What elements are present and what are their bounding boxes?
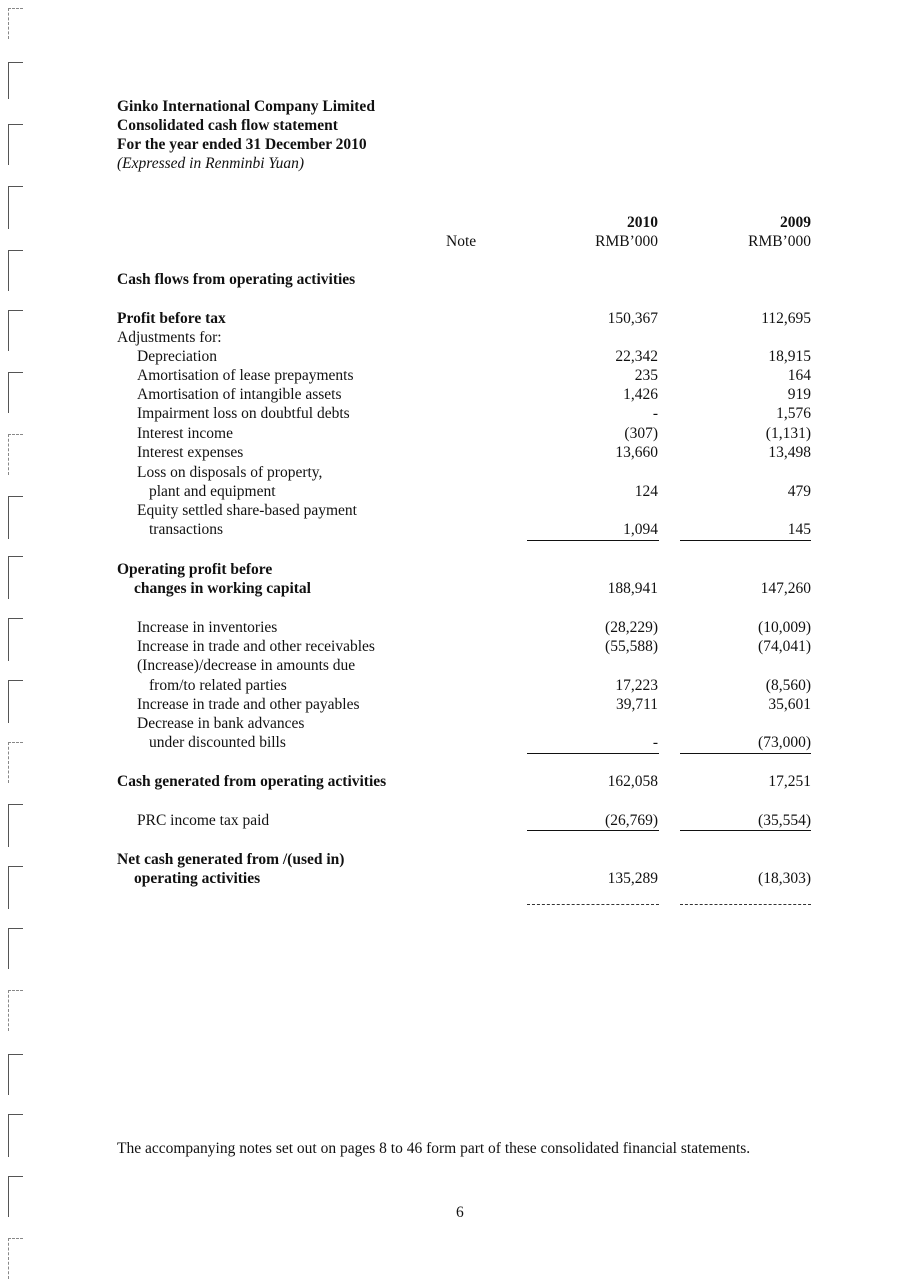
table-row	[0, 676, 910, 695]
year-2009-label: 2009	[780, 214, 811, 231]
table-row	[0, 309, 910, 328]
value-2009: 112,695	[761, 310, 811, 327]
value-2009: (35,554)	[758, 812, 811, 829]
binding-mark	[8, 990, 23, 1031]
value-2009: 919	[787, 386, 811, 403]
value-2010: (55,588)	[605, 638, 658, 655]
subtotal-rule-2010	[527, 540, 659, 541]
value-2010: -	[652, 405, 658, 422]
table-row	[0, 695, 910, 714]
table-row	[0, 560, 910, 579]
subtotal-rule-2009	[680, 540, 811, 541]
binding-mark	[8, 1054, 23, 1095]
value-2010: 1,094	[623, 521, 658, 538]
year-2009-header	[748, 213, 811, 251]
row-label: changes in working capital	[134, 580, 311, 597]
value-2010: (26,769)	[605, 812, 658, 829]
table-row	[0, 424, 910, 443]
table-row	[0, 618, 910, 637]
row-label: from/to related parties	[149, 677, 287, 694]
row-label: Impairment loss on doubtful debts	[137, 405, 350, 422]
year-2010-header	[595, 213, 658, 251]
total-rule-2010	[527, 904, 659, 905]
subtotal-rule-2010	[527, 830, 659, 831]
row-label: Increase in trade and other payables	[137, 696, 360, 713]
value-2010: (307)	[624, 425, 658, 442]
binding-mark	[8, 8, 23, 39]
unit-2009-label: RMB’000	[748, 233, 811, 250]
row-label: Equity settled share-based payment	[137, 502, 357, 519]
value-2010: 150,367	[607, 310, 658, 327]
row-label: Cash flows from operating activities	[117, 271, 356, 288]
row-label: plant and equipment	[149, 483, 276, 500]
row-label: PRC income tax paid	[137, 812, 270, 829]
value-2010: 39,711	[615, 696, 658, 713]
table-row	[0, 579, 910, 598]
table-row	[0, 656, 910, 675]
value-2010: 135,289	[607, 870, 658, 887]
value-2010: 188,941	[607, 580, 658, 597]
value-2009: (73,000)	[758, 734, 811, 751]
row-label: Interest expenses	[137, 444, 244, 461]
value-2010: 1,426	[623, 386, 658, 403]
value-2009: 164	[787, 367, 811, 384]
table-row	[0, 270, 910, 289]
row-label: Depreciation	[137, 348, 218, 365]
binding-mark	[8, 1238, 23, 1279]
value-2009: 1,576	[776, 405, 811, 422]
row-label: Amortisation of lease prepayments	[137, 367, 354, 384]
binding-mark	[8, 62, 23, 99]
table-row	[0, 385, 910, 404]
row-label: (Increase)/decrease in amounts due	[137, 657, 356, 674]
binding-mark	[8, 1114, 23, 1157]
value-2010: (28,229)	[605, 619, 658, 636]
subtotal-rule-2009	[680, 830, 811, 831]
row-label: Profit before tax	[117, 310, 226, 327]
row-label: Cash generated from operating activities	[117, 773, 387, 790]
binding-mark	[8, 186, 23, 229]
row-label: Net cash generated from /(used in)	[117, 851, 345, 868]
table-row	[0, 714, 910, 733]
value-2009: (18,303)	[758, 870, 811, 887]
value-2009: (74,041)	[758, 638, 811, 655]
value-2010: 17,223	[615, 677, 658, 694]
currency-note: (Expressed in Renminbi Yuan)	[117, 155, 304, 172]
value-2009: (8,560)	[765, 677, 811, 694]
row-label: Adjustments for:	[117, 329, 222, 346]
footnote: The accompanying notes set out on pages 8 to 46 form part of these consolidated financial statements.	[117, 1140, 751, 1157]
value-2010: 13,660	[615, 444, 658, 461]
table-row	[0, 772, 910, 791]
row-label: Interest income	[137, 425, 233, 442]
statement-title: Consolidated cash flow statement	[117, 117, 338, 134]
row-label: transactions	[149, 521, 224, 538]
subtotal-rule-2009	[680, 753, 811, 754]
binding-mark	[8, 928, 23, 969]
row-label: Operating profit before	[117, 561, 273, 578]
row-label: Increase in inventories	[137, 619, 278, 636]
year-2010-label: 2010	[627, 214, 658, 231]
table-row	[0, 366, 910, 385]
table-row	[0, 404, 910, 423]
value-2009: (1,131)	[765, 425, 811, 442]
total-rule-2009	[680, 904, 811, 905]
table-row	[0, 850, 910, 869]
value-2010: -	[652, 734, 658, 751]
binding-mark	[8, 1176, 23, 1217]
unit-2010-label: RMB’000	[595, 233, 658, 250]
row-label: operating activities	[134, 870, 261, 887]
row-label: Loss on disposals of property,	[137, 464, 323, 481]
value-2010: 235	[634, 367, 658, 384]
row-label: Amortisation of intangible assets	[137, 386, 342, 403]
value-2009: 17,251	[768, 773, 811, 790]
table-row	[0, 733, 910, 752]
value-2009: 145	[787, 521, 811, 538]
value-2009: 147,260	[760, 580, 811, 597]
company-name: Ginko International Company Limited	[117, 98, 375, 115]
note-column-header: Note	[446, 233, 477, 250]
value-2009: 13,498	[768, 444, 811, 461]
value-2009: (10,009)	[758, 619, 811, 636]
table-row	[0, 501, 910, 520]
table-row	[0, 328, 910, 347]
row-label: Increase in trade and other receivables	[137, 638, 375, 655]
value-2009: 18,915	[768, 348, 811, 365]
table-row	[0, 520, 910, 539]
table-row	[0, 637, 910, 656]
subtotal-rule-2010	[527, 753, 659, 754]
value-2010: 124	[634, 483, 658, 500]
row-label: Decrease in bank advances	[137, 715, 305, 732]
statement-heading	[117, 97, 375, 173]
value-2010: 162,058	[607, 773, 658, 790]
value-2010: 22,342	[615, 348, 658, 365]
value-2009: 479	[787, 483, 811, 500]
binding-mark	[8, 124, 23, 165]
table-row	[0, 811, 910, 830]
table-row	[0, 482, 910, 501]
page-number: 6	[456, 1204, 464, 1221]
statement-period: For the year ended 31 December 2010	[117, 136, 367, 153]
table-row	[0, 869, 910, 888]
table-row	[0, 463, 910, 482]
value-2009: 35,601	[768, 696, 811, 713]
table-row	[0, 443, 910, 462]
table-row	[0, 347, 910, 366]
row-label: under discounted bills	[149, 734, 286, 751]
